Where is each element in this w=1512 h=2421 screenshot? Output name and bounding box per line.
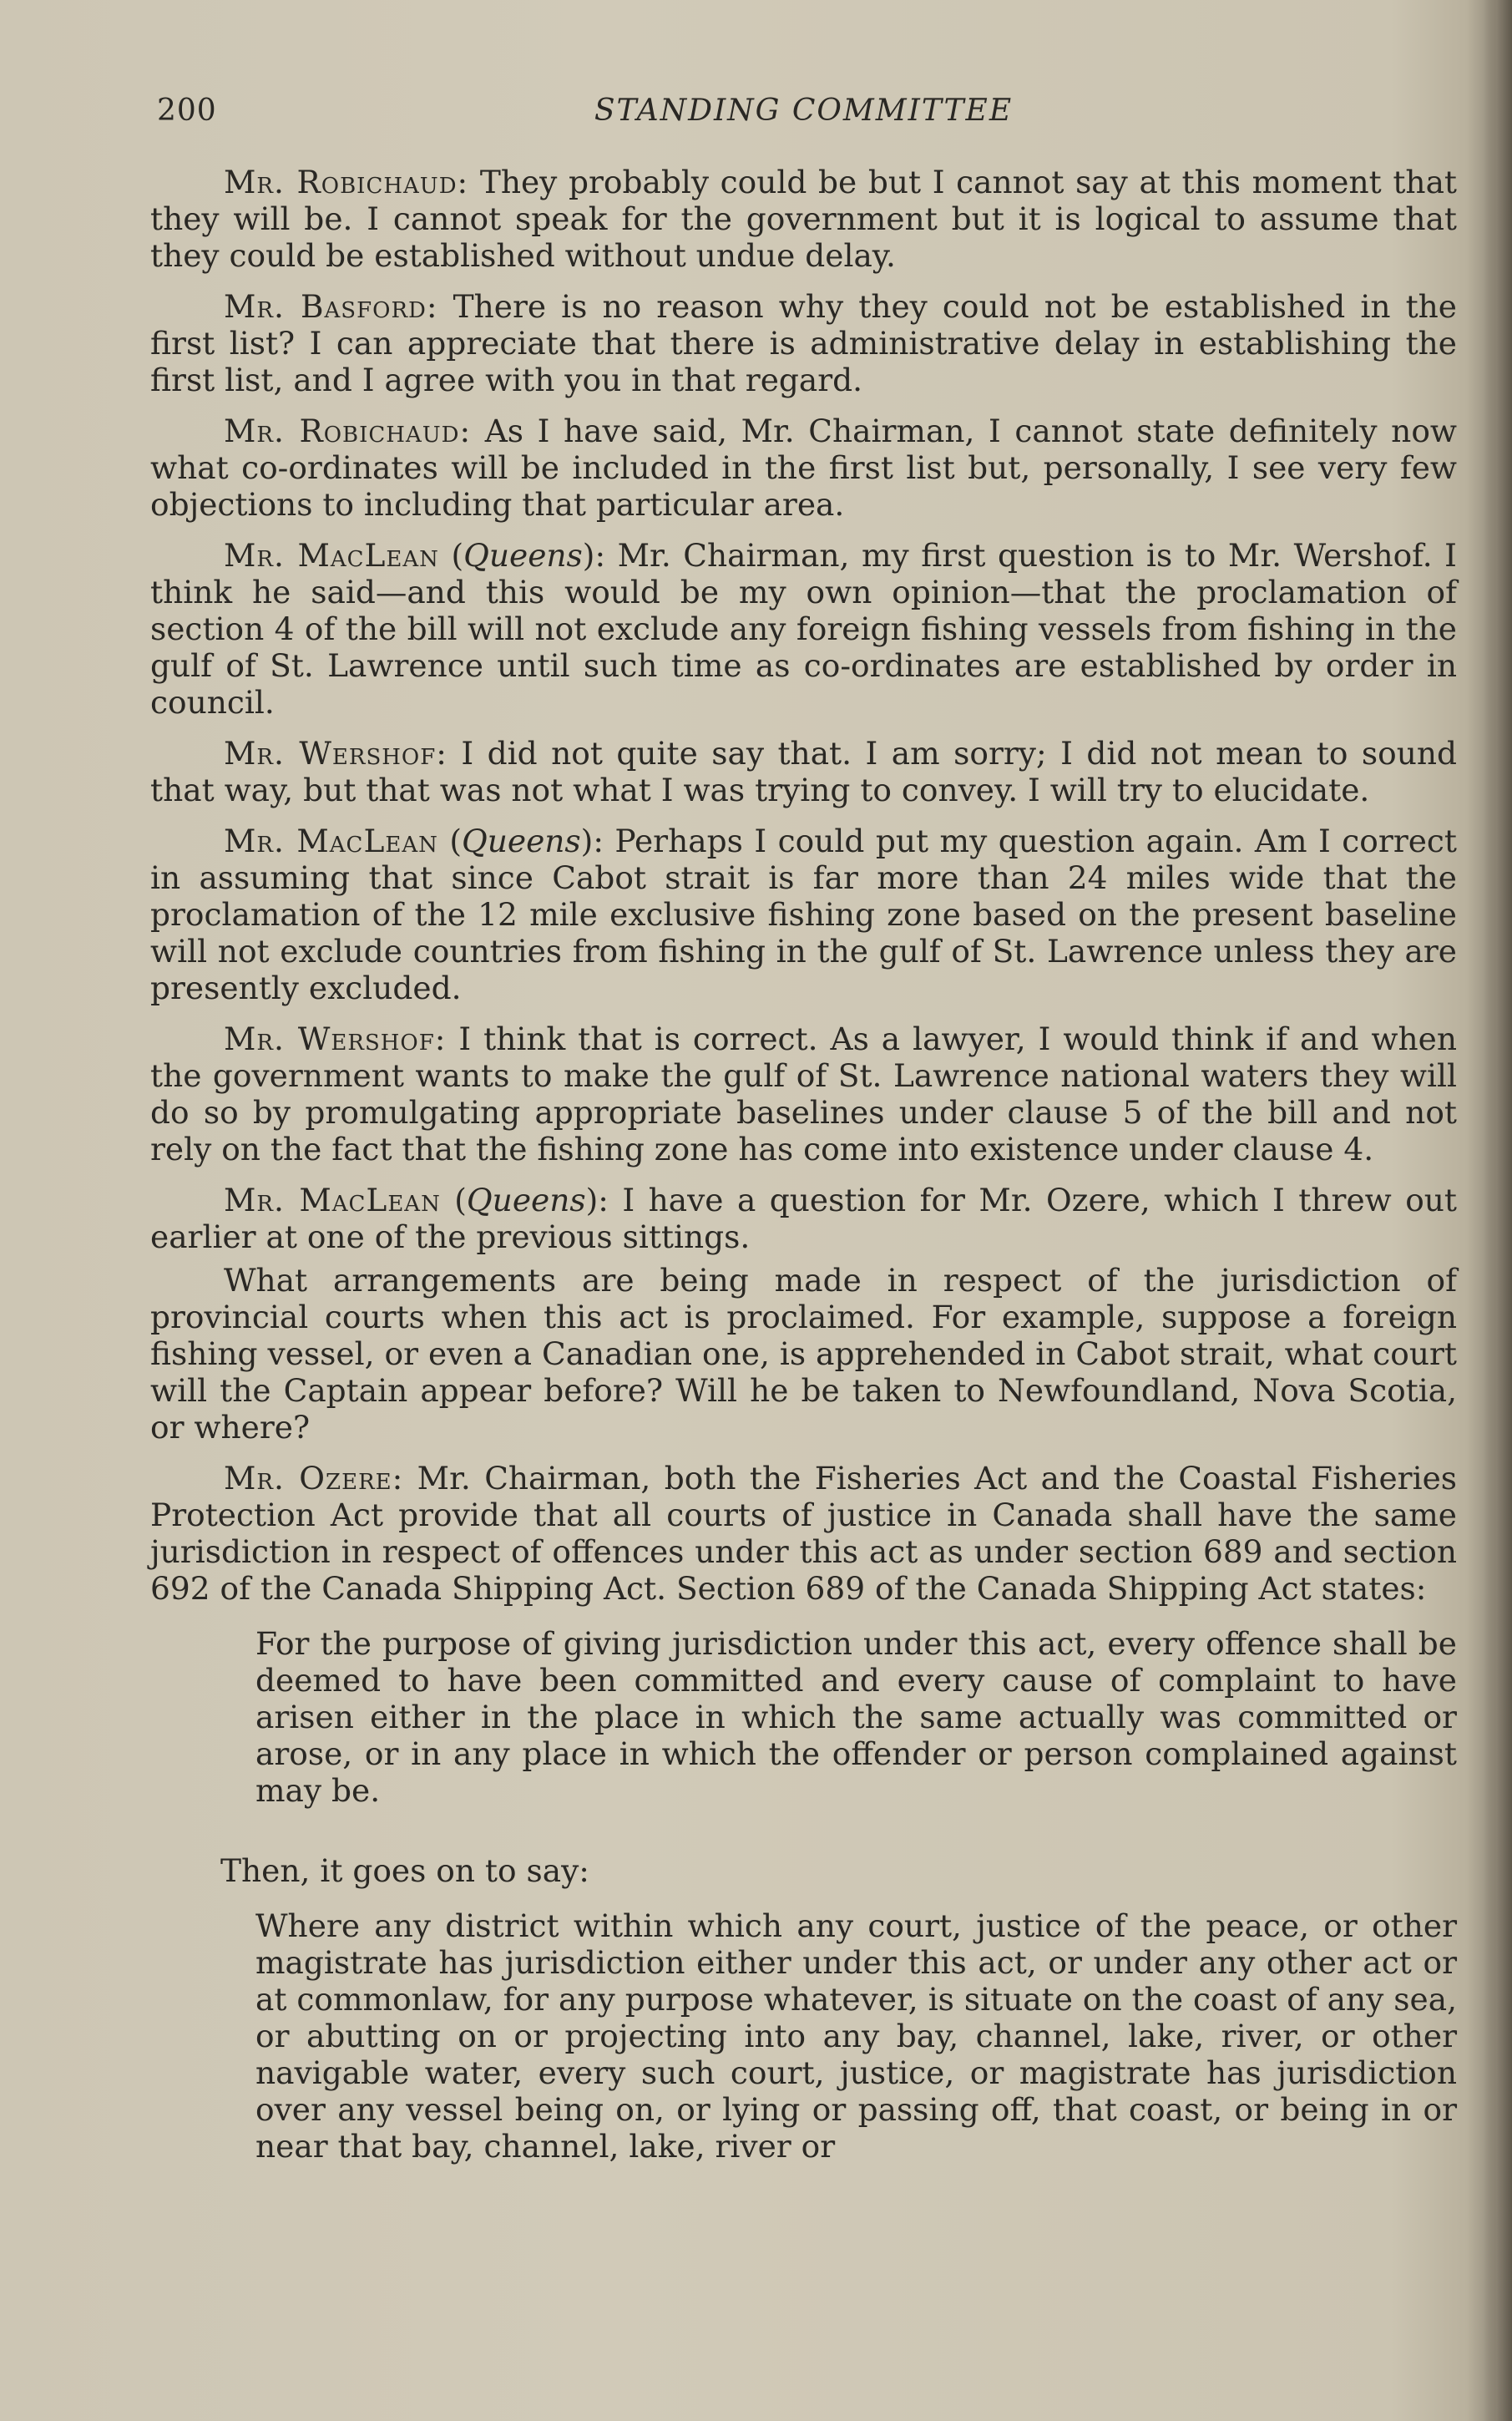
paragraph-text: There is no reason why they could not be established in the first list? I can appreciate that there is administrative delay in establishing the first list, and I agree with you in that regard. [150, 288, 1458, 398]
riding-name: Queens [466, 1182, 586, 1218]
paragraph [150, 1460, 1457, 1607]
block-quote: For the purpose of giving jurisdiction under this act, every offence shall be deemed to have been committed and every cause of complaint to have arisen either in the place in which the same actually was committed or arose, or in any place in which the offender or person complained against may be. [255, 1625, 1457, 1809]
paragraph-text: : Perhaps I could put my question again. Am I correct in assuming that since Cabot strait is far more than 24 miles wide that the proclamation of the 12 mile exclusive fishing zone based on the present baseline will not exclude countries from fishing in the gulf of St. Lawrence unless they are presently excluded. [150, 823, 1458, 1006]
paragraph-text: Mr. Chairman, both the Fisheries Act and the Coastal Fisheries Protection Act provide that all courts of justice in Canada shall have the same jurisdiction in respect of offences under this act as under section 689 and section 692 of the Canada Shipping Act. Section 689 of the Canada Shipping Act states: [150, 1460, 1458, 1607]
speaker-name: Mr. MacLean [224, 1182, 441, 1218]
speaker-name: Mr. Ozere: [224, 1460, 404, 1497]
speaker-name: Mr. Robichaud: [224, 413, 472, 449]
paragraph-text: I think that is correct. As a lawyer, I would think if and when the government wants to make the gulf of St. Lawrence national waters they will do so by promulgating appropriate baselines under clause 5 of the bill and not rely on the fact that the fishing zone has come into existence under clause 4. [150, 1021, 1458, 1167]
paragraph [150, 164, 1457, 274]
riding-name: Queens [461, 823, 581, 859]
speaker-name: Mr. Robichaud: [224, 164, 469, 200]
page-header [150, 94, 1457, 135]
paragraph [150, 735, 1457, 808]
paragraph [150, 1262, 1457, 1446]
speaker-name: Mr. MacLean [224, 537, 439, 574]
speaker-name: Mr. MacLean [224, 823, 438, 859]
speaker-name: Mr. Basford: [224, 288, 438, 325]
paragraph-text: : I have a question for Mr. Ozere, which I threw out earlier at one of the previous sittings. [150, 1182, 1457, 1255]
paragraph-text: As I have said, Mr. Chairman, I cannot state definitely now what co-ordinates will be included in the first list but, personally, I see very few objections to including that particular area. [150, 413, 1457, 523]
riding-name: Queens [463, 537, 583, 574]
paragraph: Mr. MacLean (Queens): I have a question for Mr. Ozere, which I threw out earlier at one of the previous sittings. [150, 1182, 1457, 1255]
paragraph-text: What arrangements are being made in respect of the jurisdiction of provincial courts when this act is proclaimed. For example, suppose a foreign fishing vessel, or even a Canadian one, is apprehended in Cabot strait, what court will the Captain appear before? Will he be taken to Newfoundland, Nova Scotia, or where? [150, 1262, 1457, 1446]
paragraph: Then, it goes on to say: [220, 1852, 589, 1889]
paragraph: Mr. MacLean (Queens): Mr. Chairman, my first question is to Mr. Wershof. I think he said—and this would be my own opinion—that the proclamation of section 4 of the bill will not exclude any foreign fishing vessels from fishing in the gulf of St. Lawrence until such time as co-ordinates are established by order in council. [150, 537, 1457, 721]
paragraph-text: I did not quite say that. I am sorry; I did not mean to sound that way, but that was not what I was trying to convey. I will try to elucidate. [150, 735, 1458, 808]
page-edge-shadow [1484, 0, 1512, 2421]
paragraph [150, 1021, 1457, 1167]
paragraph-text: : Mr. Chairman, my first question is to Mr. Wershof. I think he said—and this would be my own opinion—that the proclamation of section 4 of the bill will not exclude any foreign fishing vessels from fishing in the gulf of St. Lawrence until such time as co-ordinates are established by order in council. [150, 537, 1457, 721]
block-quote: Where any district within which any court, justice of the peace, or other magistrate has jurisdiction either under this act, or under any other act or at commonlaw, for any purpose whatever, is situate on the coast of any sea, or abutting on or projecting into any bay, channel, lake, river, or other navigable water, every such court, justice, or magistrate has jurisdiction over any vessel being on, or lying or passing off, that coast, or being in or near that bay, channel, lake, river or [255, 1907, 1457, 2165]
page-number: 200 [157, 94, 217, 128]
paragraph: Mr. MacLean (Queens): Perhaps I could put my question again. Am I correct in assuming that since Cabot strait is far more than 24 miles wide that the proclamation of the 12 mile exclusive fishing zone based on the present baseline will not exclude countries from fishing in the gulf of St. Lawrence unless they are presently excluded. [150, 823, 1458, 1006]
paragraph-text: They probably could be but I cannot say at this moment that they will be. I cannot speak for the government but it is logical to assume that they could be established without undue delay. [150, 164, 1457, 274]
running-head: STANDING COMMITTEE [594, 94, 1014, 128]
paragraph [150, 288, 1457, 398]
speaker-name: Mr. Wershof: [224, 735, 448, 772]
speaker-name: Mr. Wershof: [224, 1021, 447, 1057]
page-body [150, 164, 1457, 2165]
paragraph [150, 413, 1457, 523]
